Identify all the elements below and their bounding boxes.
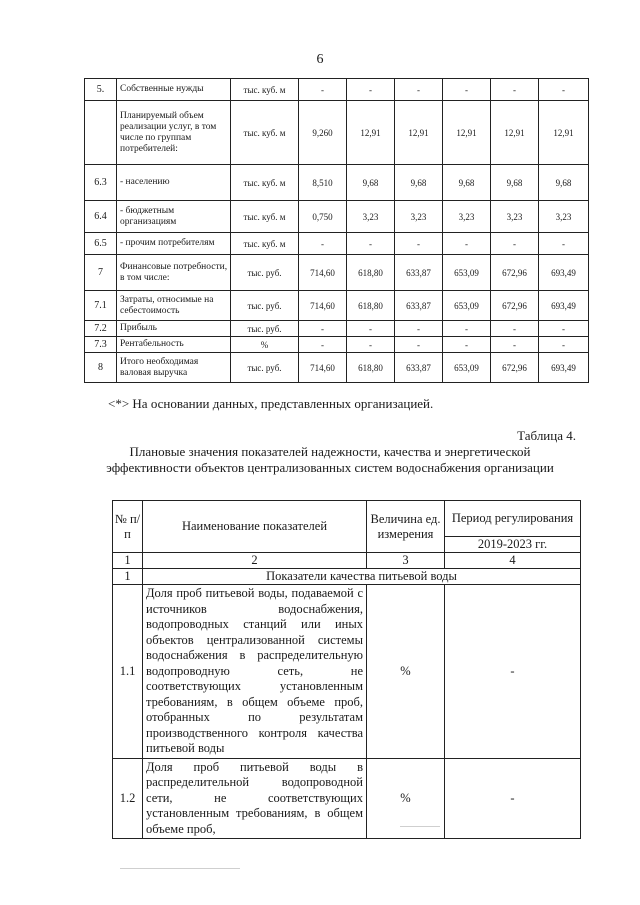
row-value: -	[443, 337, 491, 353]
row-value: 672,96	[491, 291, 539, 321]
financial-table-body	[85, 79, 589, 383]
row-unit: %	[231, 337, 299, 353]
table-row	[85, 321, 589, 337]
scan-artifact	[120, 868, 240, 869]
section-title: Показатели качества питьевой воды	[143, 569, 581, 585]
row-value: 9,68	[491, 165, 539, 201]
row-name: - населению	[117, 165, 231, 201]
scan-artifact	[400, 826, 440, 827]
row-value: 3,23	[491, 201, 539, 233]
row-value: -	[443, 321, 491, 337]
table-row	[85, 79, 589, 101]
header-period: Период регулирования	[445, 501, 581, 537]
row-value: 3,23	[395, 201, 443, 233]
row-value: -	[347, 233, 395, 255]
row-name: Рентабельность	[117, 337, 231, 353]
row-unit: тыс. руб.	[231, 321, 299, 337]
row-value: -	[395, 321, 443, 337]
row-name: - прочим потребителям	[117, 233, 231, 255]
row-value: 3,23	[539, 201, 589, 233]
row-value: -	[539, 233, 589, 255]
header-years: 2019-2023 гг.	[445, 537, 581, 553]
row-value: 12,91	[539, 101, 589, 165]
footnote: <*> На основании данных, представленных организацией.	[108, 396, 434, 411]
row-value: -	[299, 79, 347, 101]
row-number: 6.5	[85, 233, 117, 255]
table-row	[85, 233, 589, 255]
header-name: Наименование показателей	[143, 501, 367, 553]
table-label: Таблица 4.	[517, 428, 576, 443]
row-value: 618,80	[347, 255, 395, 291]
row-value: 618,80	[347, 291, 395, 321]
row-name: Финансовые потребности, в том числе:	[117, 255, 231, 291]
col-number: 3	[367, 553, 445, 569]
row-name: Собственные нужды	[117, 79, 231, 101]
row-value: 9,260	[299, 101, 347, 165]
row-name: Затраты, относимые на себестоимость	[117, 291, 231, 321]
col-number: 4	[445, 553, 581, 569]
row-value: 693,49	[539, 255, 589, 291]
row-unit: тыс. куб. м	[231, 101, 299, 165]
section-num: 1	[113, 569, 143, 585]
row-value: 633,87	[395, 291, 443, 321]
header-unit: Величина ед. измерения	[367, 501, 445, 553]
row-value: 633,87	[395, 353, 443, 383]
row-value: 693,49	[539, 291, 589, 321]
row-unit: тыс. руб.	[231, 353, 299, 383]
page-number: 6	[316, 52, 324, 67]
row-number: 7.1	[85, 291, 117, 321]
row-value: -	[539, 79, 589, 101]
row-name: Планируемый объем реализации услуг, в том числе по группам потребителей:	[117, 101, 231, 165]
indicators-table	[112, 500, 581, 839]
row-value: 12,91	[395, 101, 443, 165]
row-value: 9,68	[347, 165, 395, 201]
row-value: 653,09	[443, 255, 491, 291]
col-number: 2	[143, 553, 367, 569]
column-numbers-row	[113, 553, 581, 569]
row-value: 9,68	[443, 165, 491, 201]
table-row	[85, 101, 589, 165]
row-value: 0,750	[299, 201, 347, 233]
table-row	[113, 758, 581, 839]
row-unit: тыс. куб. м	[231, 165, 299, 201]
row-value: 672,96	[491, 353, 539, 383]
row-value: -	[445, 585, 581, 759]
row-value: -	[445, 758, 581, 839]
row-text: Доля проб питьевой воды, подаваемой с источников водоснабжения, водопроводных станций или иных объектов централизованной системы водоснабжения в распределительную водопроводную сеть, не соответствующих установленным требованиям, в общем объеме проб, отобранных по результатам производственного контроля качества питьевой воды	[143, 585, 367, 759]
row-num: 1.2	[113, 758, 143, 839]
row-value: 633,87	[395, 255, 443, 291]
row-value: 653,09	[443, 353, 491, 383]
row-number	[85, 101, 117, 165]
row-name: Итого необходимая валовая выручка	[117, 353, 231, 383]
row-text: Доля проб питьевой воды в распределительной водопроводной сети, не соответствующих установленным требованиям, в общем объеме проб,	[143, 758, 367, 839]
row-name: Прибыль	[117, 321, 231, 337]
row-value: -	[299, 233, 347, 255]
row-number: 7	[85, 255, 117, 291]
section-row	[113, 569, 581, 585]
row-value: -	[347, 321, 395, 337]
row-value: -	[491, 337, 539, 353]
row-value: -	[491, 321, 539, 337]
row-value: 12,91	[491, 101, 539, 165]
table-row	[113, 585, 581, 759]
row-value: -	[299, 321, 347, 337]
row-value: -	[539, 321, 589, 337]
table-title: Плановые значения показателей надежности, качества и энергетической эффективности объектов централизованных систем водоснабжения организации	[106, 444, 554, 475]
table-row	[85, 201, 589, 233]
row-value: -	[443, 233, 491, 255]
row-value: 8,510	[299, 165, 347, 201]
row-value: -	[443, 79, 491, 101]
col-number: 1	[113, 553, 143, 569]
row-value: 12,91	[443, 101, 491, 165]
table-header-row	[113, 501, 581, 537]
row-number: 7.2	[85, 321, 117, 337]
table-row	[85, 165, 589, 201]
row-value: -	[299, 337, 347, 353]
financial-table	[84, 78, 589, 383]
row-unit: тыс. куб. м	[231, 79, 299, 101]
table-row	[85, 337, 589, 353]
row-number: 8	[85, 353, 117, 383]
row-number: 6.4	[85, 201, 117, 233]
row-unit: %	[367, 585, 445, 759]
row-unit: тыс. руб.	[231, 255, 299, 291]
row-value: 653,09	[443, 291, 491, 321]
row-unit: тыс. куб. м	[231, 233, 299, 255]
row-unit: тыс. куб. м	[231, 201, 299, 233]
row-value: -	[491, 79, 539, 101]
row-value: 3,23	[347, 201, 395, 233]
row-unit: тыс. руб.	[231, 291, 299, 321]
header-num: № п/п	[113, 501, 143, 553]
row-value: -	[395, 337, 443, 353]
row-value: -	[395, 233, 443, 255]
row-number: 6.3	[85, 165, 117, 201]
row-name: - бюджетным организациям	[117, 201, 231, 233]
row-value: 3,23	[443, 201, 491, 233]
row-value: -	[491, 233, 539, 255]
row-value: 618,80	[347, 353, 395, 383]
row-value: -	[395, 79, 443, 101]
row-value: 714,60	[299, 291, 347, 321]
row-value: -	[539, 337, 589, 353]
row-value: -	[347, 79, 395, 101]
row-value: 9,68	[395, 165, 443, 201]
row-value: 714,60	[299, 255, 347, 291]
table-row	[85, 255, 589, 291]
table-row	[85, 291, 589, 321]
row-value: 12,91	[347, 101, 395, 165]
table-row	[85, 353, 589, 383]
row-value: 714,60	[299, 353, 347, 383]
row-unit: %	[367, 758, 445, 839]
row-value: 9,68	[539, 165, 589, 201]
row-value: 672,96	[491, 255, 539, 291]
row-num: 1.1	[113, 585, 143, 759]
row-value: -	[347, 337, 395, 353]
row-number: 5.	[85, 79, 117, 101]
row-number: 7.3	[85, 337, 117, 353]
row-value: 693,49	[539, 353, 589, 383]
